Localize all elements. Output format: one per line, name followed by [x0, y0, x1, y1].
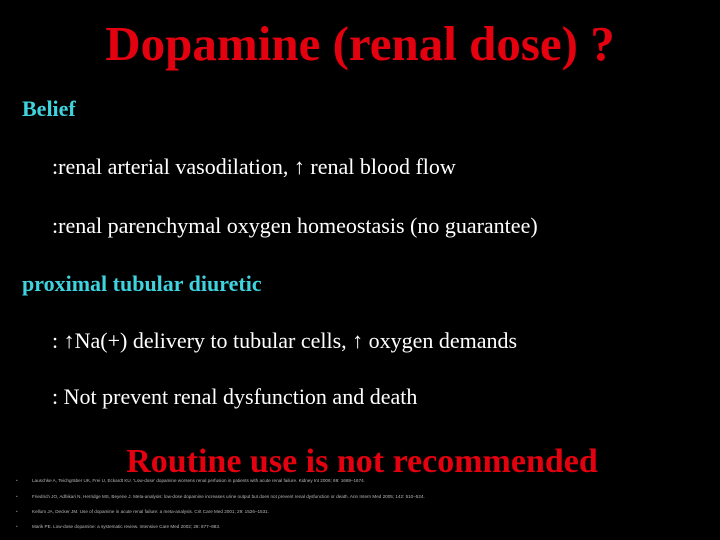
reference-item	[16, 524, 220, 530]
section-heading-proximal-tubular-diuretic: proximal tubular diuretic	[22, 271, 262, 296]
bullet-icon: •	[16, 478, 18, 483]
diuretic-point-na-delivery: : ↑Na(+) delivery to tubular cells, ↑ oxygen demands	[52, 328, 518, 353]
bullet-icon: •	[16, 509, 18, 514]
reference-item	[16, 509, 269, 515]
reference-item	[16, 478, 365, 484]
belief-point-oxygen: :renal parenchymal oxygen homeostasis (no guarantee)	[52, 213, 538, 238]
conclusion-statement: Routine use is not recommended	[126, 443, 598, 480]
reference-text: Marik PE. Low-dose dopamine: a systematic review. Intensive Care Med 2002; 28: 877–883.	[32, 524, 221, 529]
diuretic-point-not-prevent: : Not prevent renal dysfunction and death	[52, 384, 418, 409]
belief-point-vasodilation: :renal arterial vasodilation, ↑ renal blood flow	[52, 154, 456, 179]
reference-text: Friedrich JO, Adhikari N, Herridge MS, Beyene J. Meta-analysis: low-dose dopamine increases urine output but does not prevent renal dysfunction or death. Ann Intern Med 2005; 142: 510–524.	[32, 494, 425, 499]
section-heading-belief: Belief	[22, 96, 76, 121]
reference-item	[16, 494, 425, 500]
reference-text: Lauschke A, Teichgräber UK, Frei U, Eckardt KU. ‘Low-dose’ dopamine worsens renal perfusion in patients with acute renal failure. Kidney Int 2006; 69: 1669–1674.	[32, 478, 365, 483]
slide-title: Dopamine (renal dose) ?	[105, 16, 615, 71]
bullet-icon: •	[16, 494, 18, 499]
bullet-icon: •	[16, 524, 18, 529]
reference-text: Kellum JA, Decker JM. Use of dopamine in acute renal failure: a meta-analysis. Crit Care Med 2001; 29: 1526–1531.	[32, 509, 269, 514]
